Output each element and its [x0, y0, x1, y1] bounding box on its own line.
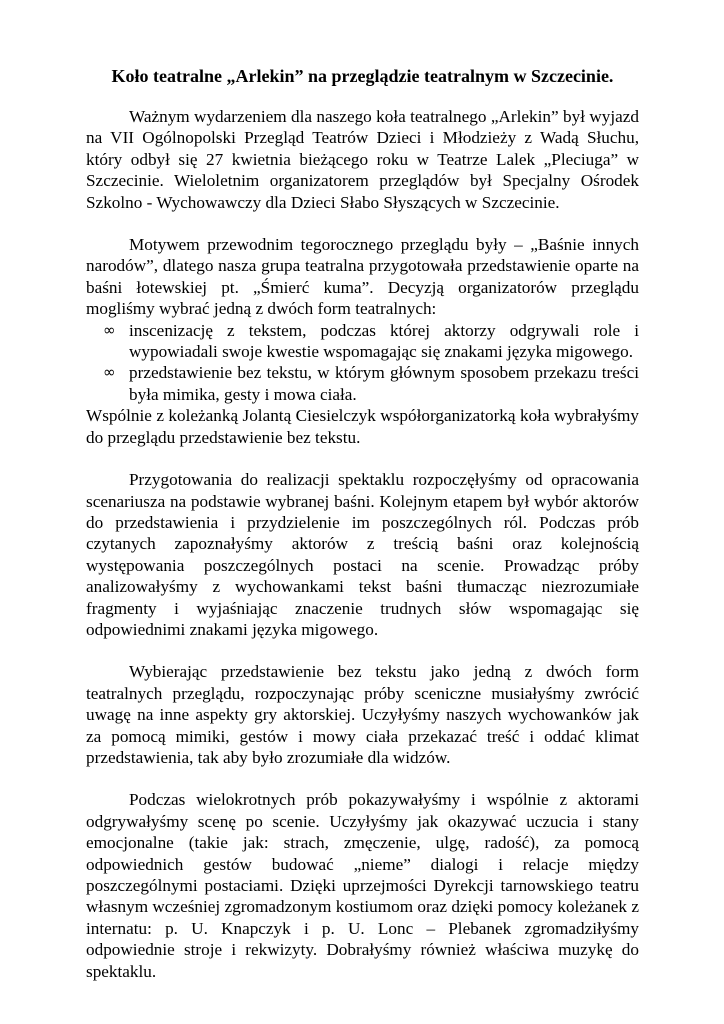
paragraph-2-continuation: Wspólnie z koleżanką Jolantą Ciesielczyk współorganizatorką koła wybrałyśmy do przeglądu przedstawienie bez tekstu. — [86, 406, 639, 447]
paragraph-gap — [86, 640, 639, 661]
paragraph-gap — [86, 768, 639, 789]
list-item — [103, 320, 639, 363]
document-page — [86, 64, 639, 982]
paragraph-1: Ważnym wydarzeniem dla naszego koła teatralnego „Arlekin” był wyjazd na VII Ogólnopolski Przegląd Teatrów Dzieci i Młodzieży z Wadą Słuchu, który odbył się 27 kwietnia bieżącego roku w Teatrze Lalek „Pleciuga” w Szczecinie. Wieloletnim organizatorem przeglądów był Specjalny Ośrodek Szkolno - Wychowawczy dla Dzieci Słabo Słyszących w Szczecinie. — [86, 107, 639, 212]
document-title: Koło teatralne „Arlekin” na przeglądzie teatralnym w Szczecinie. — [111, 66, 614, 86]
form-options-list — [86, 320, 639, 406]
paragraph-gap — [86, 448, 639, 469]
list-item — [103, 362, 639, 405]
paragraph-3: Przygotowania do realizacji spektaklu rozpoczęłyśmy od opracowania scenariusza na podstawie wybranej baśni. Kolejnym etapem był wybór aktorów do przedstawienia i przydzielenie im poszczególnych ról. Podczas prób czytanych zapoznałyśmy aktorów z treścią baśni oraz kolejnością występowania poszczególnych postaci na scenie. Prowadząc próby analizowałyśmy z wychowankami tekst baśni tłumacząc niezrozumiałe fragmenty i wyjaśniając znaczenie trudnych słów wspomagając się odpowiednimi znakami języka migowego. — [86, 470, 639, 639]
paragraph-5: Podczas wielokrotnych prób pokazywałyśmy i wspólnie z aktorami odgrywałyśmy scenę po scenie. Uczyłyśmy jak okazywać uczucia i stany emocjonalne (takie jak: strach, zmęczenie, ulgę, radość), za pomocą odpowiednich gestów budować „nieme” dialogi i relacje między poszczególnymi postaciami. Dzięki uprzejmości Dyrekcji tarnowskiego teatru własnym wcześniej zgromadzonym kostiumom oraz dzięki pomocy koleżanek z internatu: p. U. Knapczyk i p. U. Lonc – Plebanek zgromadziłyśmy odpowiednie stroje i rekwizyty. Dobrałyśmy również właściwa muzykę do spektaklu. — [86, 790, 639, 981]
list-item-text: inscenizację z tekstem, podczas której aktorzy odgrywali role i wypowiadali swoje kwestie wspomagając się znakami języka migowego. — [129, 320, 639, 362]
paragraph-4: Wybierając przedstawienie bez tekstu jako jedną z dwóch form teatralnych przeglądu, rozpoczynając próby sceniczne musiałyśmy zwrócić uwagę na inne aspekty gry aktorskiej. Uczyłyśmy naszych wychowanków jak za pomocą mimiki, gestów i mowy ciała przekazać treść i oddać klimat przedstawienia, tak aby było zrozumiałe dla widzów. — [86, 662, 639, 767]
paragraph-gap — [86, 213, 639, 234]
paragraph-2: Motywem przewodnim tegorocznego przeglądu były – „Baśnie innych narodów”, dlatego nasza grupa teatralna przygotowała przedstawienie oparte na baśni łotewskiej pt. „Śmierć kuma”. Decyzją organizatorów przeglądu mogliśmy wybrać jedną z dwóch form teatralnych: — [86, 235, 639, 319]
infinity-bullet-icon: ∞ — [103, 320, 116, 339]
list-item-text: przedstawienie bez tekstu, w którym głównym sposobem przekazu treści była mimika, gesty i mowa ciała. — [129, 363, 639, 404]
infinity-bullet-icon: ∞ — [103, 363, 116, 382]
